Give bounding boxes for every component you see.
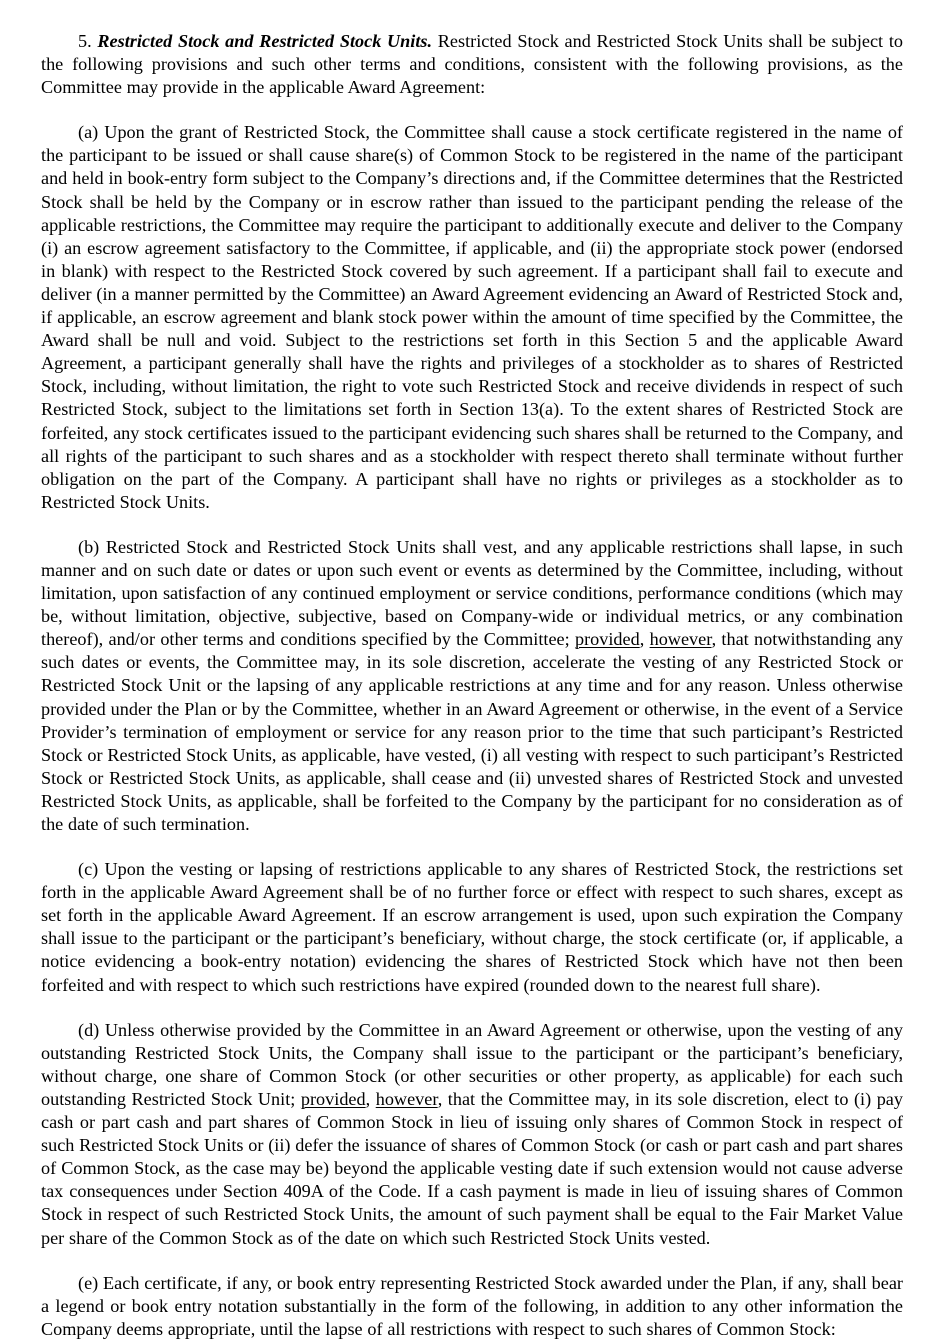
paragraph-clause-e: (e) Each certificate, if any, or book entry representing Restricted Stock awarded under the Plan, if any, shall bear a legend or book entry notation substantially in the form of the following, in addition to any other information the Company deems appropriate, until the lapse of all restrictions with respect to such shares of Common Stock: bbox=[41, 1272, 903, 1339]
section-intro-text: Restricted Stock and Restricted Stock Units shall be subject to the following provisions and such other terms and conditions, consistent with the following provisions, as the Committee may provide in the applicable Award Agreement: bbox=[41, 31, 903, 98]
document-body bbox=[41, 30, 903, 1341]
paragraph-section-5-intro bbox=[41, 30, 903, 99]
clause-d-text-after-however: , that the Committee may, in its sole discretion, elect to (i) pay cash or part cash and part shares of Common Stock in lieu of issuing only shares of Common Stock in respect of such Restricted Stock Units or (ii) defer the issuance of shares of Common Stock (or cash or part cash and part shares of Common Stock, as the case may be) beyond the applicable vesting date if such extension would not cause adverse tax consequences under Section 409A of the Code. If a cash payment is made in lieu of issuing shares of Common Stock in respect of such Restricted Stock Units, the amount of such payment shall be equal to the Fair Market Value per share of the Common Stock as of the date on which such Restricted Stock Units vested. bbox=[41, 1088, 903, 1248]
clause-b-provided-emphasis: provided bbox=[574, 629, 640, 650]
clause-b-however-emphasis: however bbox=[649, 629, 712, 650]
section-heading: Restricted Stock and Restricted Stock Units. bbox=[97, 31, 433, 51]
clause-d-provided-emphasis: provided bbox=[300, 1088, 366, 1109]
clause-b-comma: , bbox=[639, 629, 650, 650]
clause-d-text-before-provided: (d) Unless otherwise provided by the Committee in an Award Agreement or otherwise, upon the vesting of any outstanding Restricted Stock Units, the Company shall issue to the participant or the participant’s beneficiary, without charge, one share of Common Stock (or other securities or other property, as applicable) for each such outstanding Restricted Stock Unit; bbox=[41, 1019, 903, 1109]
clause-d-comma: , bbox=[365, 1088, 376, 1109]
clause-b-text-after-however: , that notwithstanding any such dates or events, the Committee may, in its sole discretion, accelerate the vesting of any Restricted Stock or Restricted Stock Unit or the lapsing of any applicable restrictions at any time and for any reason. Unless otherwise provided under the Plan or by the Committee, whether in an Award Agreement or otherwise, in the event of a Service Provider’s termination of employment or service for any reason prior to the time that such participant’s Restricted Stock or Restricted Stock Units, as applicable, have vested, (i) all vesting with respect to such participant’s Restricted Stock or Restricted Stock Units, as applicable, shall cease and (ii) unvested shares of Restricted Stock and unvested Restricted Stock Units, as applicable, shall be forfeited to the Company by the participant for no consideration as of the date of such termination. bbox=[41, 629, 903, 834]
clause-d-however-emphasis: however bbox=[375, 1088, 438, 1109]
paragraph-clause-d bbox=[41, 1019, 903, 1250]
paragraph-clause-b bbox=[41, 536, 903, 836]
clause-b-text-before-provided: (b) Restricted Stock and Restricted Stock Units shall vest, and any applicable restrictions shall lapse, in such manner and on such date or dates or upon such event or events as determined by the Committee, including, without limitation, upon satisfaction of any continued employment or service conditions, performance conditions (which may be, without limitation, objective, subjective, based on Company-wide or individual metrics, or any combination thereof), and/or other terms and conditions specified by the Committee; bbox=[41, 536, 903, 650]
section-number: 5. bbox=[78, 31, 92, 51]
paragraph-clause-c: (c) Upon the vesting or lapsing of restrictions applicable to any shares of Restricted Stock, the restrictions set forth in the applicable Award Agreement shall be of no further force or effect with respect to such shares, except as set forth in the applicable Award Agreement. If an escrow arrangement is used, upon such expiration the Company shall issue to the participant or the participant’s beneficiary, without charge, the stock certificate (or, if applicable, a notice evidencing a book-entry notation) evidencing the shares of Restricted Stock which have not then been forfeited and with respect to which such restrictions have expired (rounded down to the nearest full share). bbox=[41, 859, 903, 995]
paragraph-clause-a: (a) Upon the grant of Restricted Stock, the Committee shall cause a stock certificate registered in the name of the participant to be issued or shall cause share(s) of Common Stock to be registered in the name of the participant and held in book-entry form subject to the Company’s directions and, if the Committee determines that the Restricted Stock shall be held by the Company or in escrow rather than issued to the participant pending the release of the applicable restrictions, the Committee may require the participant to additionally execute and deliver to the Company (i) an escrow agreement satisfactory to the Committee, if applicable, and (ii) the appropriate stock power (endorsed in blank) with respect to the Restricted Stock covered by such agreement. If a participant shall fail to execute and deliver (in a manner permitted by the Committee) an Award Agreement evidencing an Award of Restricted Stock and, if applicable, an escrow agreement and blank stock power within the amount of time specified by the Committee, the Award shall be null and void. Subject to the restrictions set forth in this Section 5 and the applicable Award Agreement, a participant generally shall have the rights and privileges of a stockholder as to shares of Restricted Stock, including, without limitation, the right to vote such Restricted Stock and receive dividends in respect of such Restricted Stock, subject to the limitations set forth in Section 13(a). To the extent shares of Restricted Stock are forfeited, any stock certificates issued to the participant evidencing such shares shall be returned to the Company, and all rights of the participant to such shares and as a stockholder with respect thereto shall terminate without further obligation on the part of the Company. A participant shall have no rights or privileges as a stockholder as to Restricted Stock Units. bbox=[41, 122, 903, 512]
